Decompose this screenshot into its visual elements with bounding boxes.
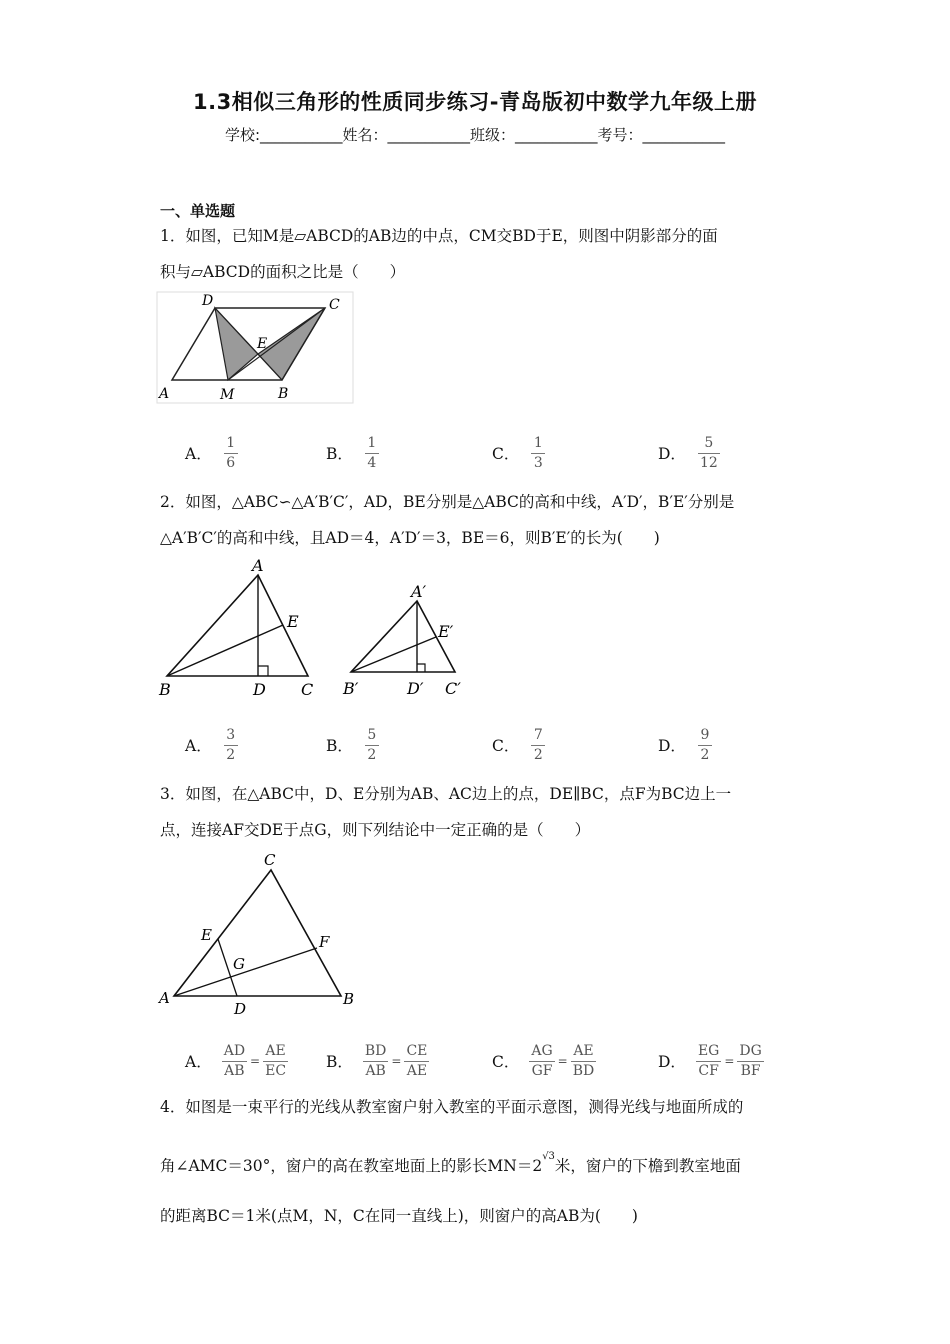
label-b: B: [278, 386, 289, 402]
label-a: A: [252, 556, 264, 575]
question-2-figure: [155, 555, 475, 705]
option-label: C．: [492, 445, 520, 463]
question-2-option-c[interactable]: [492, 722, 545, 768]
fraction: $\frac{1}{6}$: [224, 434, 238, 473]
question-3-line-2: 点，连接AF交DE于点G，则下列结论中一定正确的是（ ）: [160, 821, 591, 839]
question-4-text: [160, 1092, 800, 1231]
label-d: D: [253, 680, 266, 699]
fraction: $\frac{7}{2}$: [531, 726, 545, 765]
question-2-text: [160, 484, 800, 556]
question-4-line-3: 的距离BC＝1米(点M，N，C在同一直线上)，则窗户的高AB为( ): [160, 1207, 638, 1226]
label-g: G: [233, 955, 245, 973]
label-m: M: [220, 387, 235, 403]
question-4-line-1: 4．如图是一束平行的光线从教室窗户射入教室的平面示意图，测得光线与地面所成的: [160, 1098, 744, 1116]
label-d-prime: D′: [407, 679, 424, 698]
label-b: B: [343, 990, 355, 1008]
label-e: E: [201, 926, 212, 944]
question-2-option-b[interactable]: [326, 722, 379, 768]
question-3-figure: [155, 848, 375, 1023]
median-be: [167, 625, 283, 676]
label-e: E: [287, 612, 299, 631]
fraction: $\frac{5}{12}$: [699, 434, 718, 471]
question-3-option-c[interactable]: [492, 1038, 596, 1084]
label-c-prime: C′: [445, 679, 461, 698]
option-label: C．: [492, 737, 520, 755]
question-1-option-d[interactable]: [658, 430, 720, 476]
question-2-option-d[interactable]: [658, 722, 712, 768]
section-heading: 一、单选题: [160, 202, 236, 220]
option-label: D．: [658, 445, 686, 463]
right-angle-mark: [258, 666, 268, 676]
fraction: $\frac{9}{2}$: [698, 726, 712, 765]
label-c: C: [264, 851, 276, 869]
option-label: C．: [492, 1053, 520, 1071]
fraction: $\frac{5}{2}$: [365, 726, 379, 765]
option-label: A．: [185, 445, 212, 463]
option-label: D．: [658, 737, 686, 755]
label-a-prime: A′: [411, 582, 427, 601]
question-1-figure: [155, 290, 355, 405]
option-label: B．: [326, 1053, 353, 1071]
segment-af: [174, 948, 317, 996]
fraction: $\frac{1}{4}$: [365, 434, 379, 473]
question-2-option-a[interactable]: [185, 722, 238, 768]
question-3-text: [160, 776, 800, 848]
option-label: A．: [185, 737, 212, 755]
question-1-option-b[interactable]: [326, 430, 379, 476]
label-d: D: [234, 1000, 247, 1018]
question-1-option-c[interactable]: [492, 430, 545, 476]
fraction: $\frac{3}{2}$: [224, 726, 238, 765]
triangle-abc: [174, 870, 341, 996]
question-1-line-2: 积与▱ABCD的面积之比是（ ）: [160, 263, 406, 281]
question-1-line-1: 1．如图，已知M是▱ABCD的AB边的中点，CM交BD于E，则图中阴影部分的面: [160, 227, 718, 245]
question-2-line-2: △A′B′C′的高和中线，且AD＝4，A′D′＝3，BE＝6，则B′E′的长为( ): [160, 529, 660, 547]
sqrt-3: √3: [542, 1151, 555, 1162]
question-3-option-b[interactable]: [326, 1038, 429, 1084]
label-a: A: [159, 989, 170, 1007]
page-title: 1.3相似三角形的性质同步练习-青岛版初中数学九年级上册: [193, 90, 757, 114]
shaded-triangle-dme: [215, 308, 258, 380]
question-2-line-1: 2．如图，△ABC∽△A′B′C′，AD，BE分别是△ABC的高和中线，A′D′，B′E′分别是: [160, 493, 735, 511]
label-b-prime: B′: [343, 679, 359, 698]
question-3-line-1: 3．如图，在△ABC中，D、E分别为AB、AC边上的点，DE∥BC，点F为BC边上一: [160, 785, 732, 803]
question-1-text: [160, 218, 800, 290]
label-b: B: [159, 680, 171, 699]
label-e-prime: E′: [438, 622, 454, 641]
fraction-equation: $\frac{AG}{GF}$ = $\frac{AE}{BD}$: [531, 1042, 595, 1079]
label-a: A: [159, 386, 170, 402]
fraction-equation: $\frac{AD}{AB}$ = $\frac{AE}{EC}$: [223, 1042, 287, 1079]
fraction-equation: $\frac{EG}{CF}$ = $\frac{DG}{BF}$: [697, 1042, 762, 1079]
question-3-option-a[interactable]: [185, 1038, 288, 1084]
right-angle-mark-2: [417, 664, 425, 672]
question-4-line-2: 角∠AMC＝30°，窗户的高在教室地面上的影长$MN=2^{√3}$米，窗户的下檐到教室地面: [160, 1151, 741, 1176]
fraction-equation: $\frac{BD}{AB}$ = $\frac{CE}{AE}$: [364, 1042, 428, 1079]
label-d: D: [202, 293, 214, 309]
option-label: A．: [185, 1053, 212, 1071]
option-label: B．: [326, 737, 353, 755]
label-e: E: [257, 336, 268, 352]
option-label: D．: [658, 1053, 686, 1071]
label-c: C: [329, 297, 340, 313]
label-c: C: [301, 680, 314, 699]
median-b2e2: [351, 637, 436, 672]
fraction: $\frac{1}{3}$: [531, 434, 545, 473]
shaded-triangle-ecb: [258, 308, 325, 380]
label-f: F: [319, 933, 330, 951]
question-1-option-a[interactable]: [185, 430, 238, 476]
student-info-line: 学校:___________姓名：___________班级：___________考号：___________: [224, 126, 726, 144]
option-label: B．: [326, 445, 353, 463]
question-3-option-d[interactable]: [658, 1038, 764, 1084]
